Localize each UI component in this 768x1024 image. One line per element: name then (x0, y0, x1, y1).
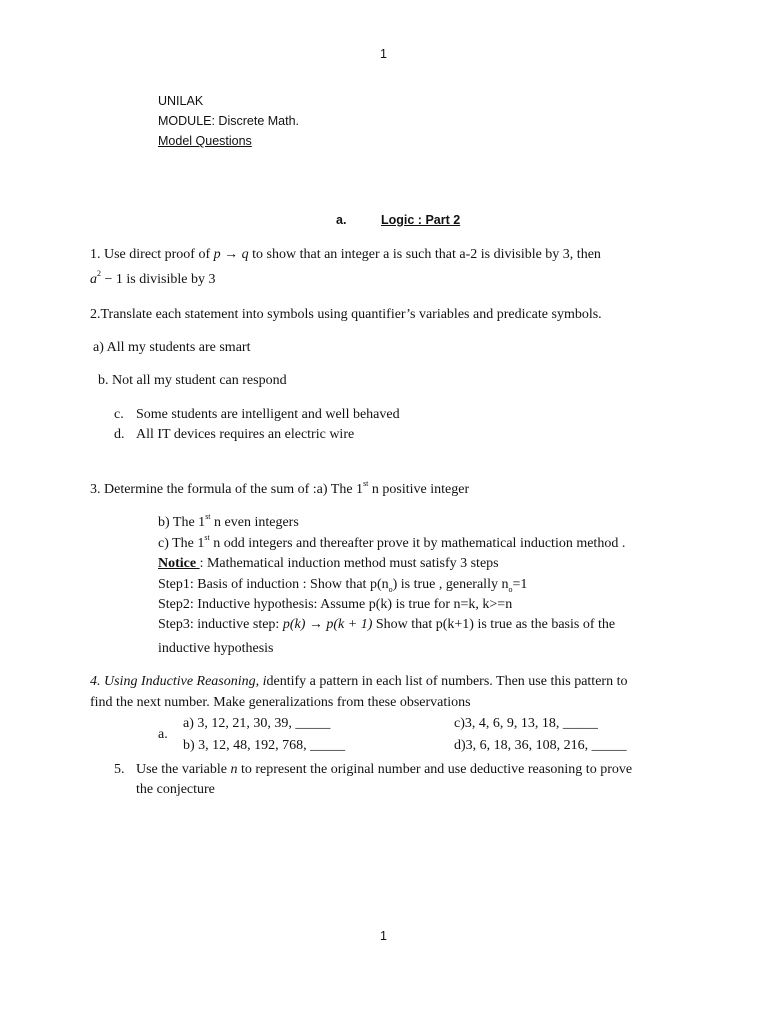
question-2-item-d-marker: d. (114, 427, 125, 442)
ordinal-suffix: st (205, 512, 211, 522)
notice-label: Notice (158, 556, 200, 571)
notice-line (158, 556, 499, 572)
question-2-text: 2.Translate each statement into symbols using quantifier’s variables and predicate symbols. (90, 307, 602, 322)
question-5-marker: 5. (114, 762, 125, 777)
power-base: a (90, 272, 97, 287)
step-1-end: =1 (512, 577, 528, 592)
step-3-start: Step3: inductive step: (158, 617, 283, 632)
question-5-line-1 (136, 762, 632, 778)
step-1-start: Step1: Basis of induction : Show that p(n (158, 577, 389, 592)
page-number-bottom: 1 (380, 929, 387, 943)
question-2-item-d: All IT devices requires an electric wire (136, 427, 355, 442)
question-1-line-2 (90, 269, 216, 288)
sequence-a: a) 3, 12, 21, 30, 39, _____ (183, 716, 331, 731)
subscript: o (388, 584, 393, 594)
sequence-b: b) 3, 12, 48, 192, 768, _____ (183, 738, 346, 753)
question-3-item-c-end: n odd integers and thereafter prove it by mathematical induction method . (209, 536, 626, 551)
question-3-intro-end: n positive integer (368, 482, 470, 497)
question-3-item-c (158, 533, 626, 552)
step-3-end: Show that p(k+1) is true as the basis of the (372, 617, 616, 632)
question-4-text: dentify a pattern in each list of numbers. Then use this pattern to (266, 674, 628, 689)
section-title: Logic : Part 2 (381, 213, 461, 227)
question-2-item-b: b. Not all my student can respond (98, 373, 287, 388)
step-1 (158, 577, 527, 593)
step-3 (158, 617, 615, 633)
sequence-d: d)3, 6, 18, 36, 108, 216, _____ (454, 738, 627, 753)
section-marker: a. (336, 213, 347, 227)
induction-formula: p(k) → p(k + 1) (282, 617, 373, 632)
question-1-text-end: to show that an integer a is such that a-2 is divisible by 3, then (248, 247, 601, 262)
question-3-item-b-end: n even integers (210, 515, 299, 530)
notice-text: : Mathematical induction method must satisfy 3 steps (199, 556, 499, 571)
question-4-list-marker: a. (158, 727, 168, 742)
sequence-c: c)3, 4, 6, 9, 13, 18, _____ (454, 716, 598, 731)
question-2-item-a: a) All my students are smart (93, 340, 251, 355)
question-5-text-end: to represent the original number and use deductive reasoning to prove (237, 762, 633, 777)
question-1-text-start: 1. Use direct proof of (90, 247, 214, 262)
question-3-item-c-start: c) The 1 (158, 536, 205, 551)
ordinal-suffix: st (363, 479, 369, 489)
question-1-line-1 (90, 247, 601, 263)
institution-name: UNILAK (158, 94, 204, 108)
question-3-intro-start: 3. Determine the formula of the sum of :a) The 1 (90, 482, 364, 497)
step-2: Step2: Inductive hypothesis: Assume p(k) is true for n=k, k>=n (158, 597, 513, 612)
question-2-item-c-marker: c. (114, 407, 124, 422)
question-2-item-c: Some students are intelligent and well behaved (136, 407, 400, 422)
question-4-line-1 (90, 674, 627, 690)
power-exponent: 2 (97, 269, 101, 279)
implication-formula: p → q (213, 247, 249, 262)
question-3-intro (90, 479, 470, 498)
page-number-top: 1 (380, 47, 387, 61)
question-1-line-2-text: is divisible by 3 (122, 272, 216, 287)
ordinal-suffix: st (204, 533, 210, 543)
module-title: MODULE: Discrete Math. (158, 114, 300, 128)
question-4-line-2: find the next number. Make generalizations from these observations (90, 695, 471, 710)
variable-n: n (230, 762, 238, 777)
question-5-line-2: the conjecture (136, 782, 215, 797)
question-3-item-b-start: b) The 1 (158, 515, 206, 530)
power-rest: − 1 (101, 272, 123, 287)
question-5-text-start: Use the variable (136, 762, 231, 777)
step-1-middle: ) is true , generally n (392, 577, 509, 592)
document-subtitle: Model Questions (158, 134, 252, 148)
subscript: o (508, 584, 513, 594)
question-4-italic: 4. Using Inductive Reasoning, i (90, 674, 267, 689)
step-3-line-2: inductive hypothesis (158, 641, 274, 656)
question-3-item-b (158, 512, 299, 531)
